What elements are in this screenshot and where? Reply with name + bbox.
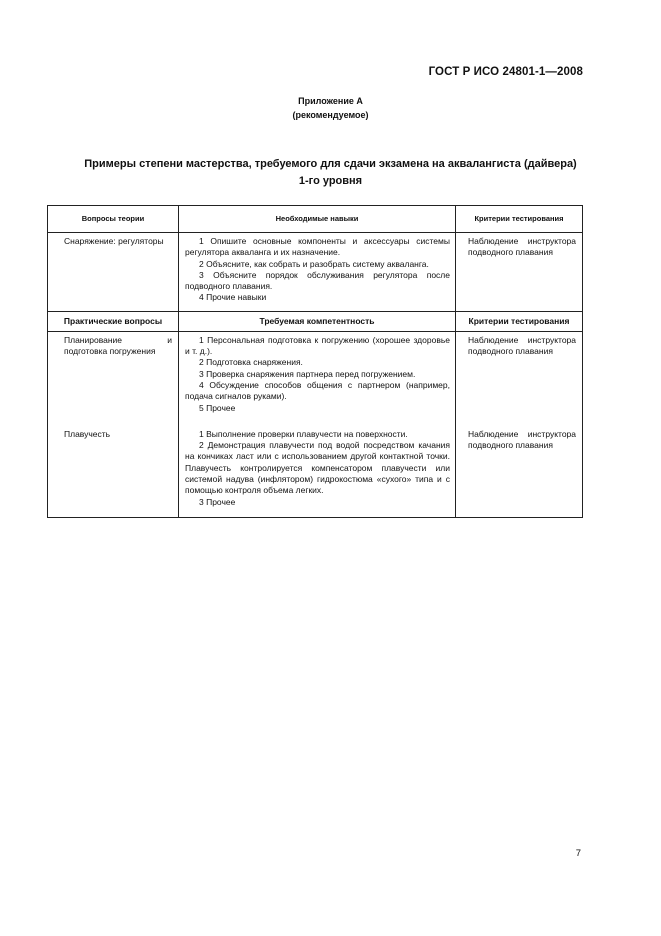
annex-title: Приложение А [298, 96, 363, 106]
topic-text: Плавучесть [64, 428, 111, 439]
header-test-criteria: Критерии тестирования [456, 206, 583, 233]
skill-item: 1 Опишите основные компоненты и аксессуары системы регулятора акваланга и их назначение. [185, 236, 450, 258]
table-row [48, 233, 583, 312]
skill-item: 1 Персональная подготовка к погружению (хорошее здоровье и т. д.). [185, 334, 450, 357]
table-header-practice [48, 311, 583, 331]
page-number: 7 [575, 848, 581, 859]
topic-text: Планирование и подготовка погружения [64, 334, 172, 357]
criteria-text: Наблюдение инструктора подводного плавания [468, 428, 576, 451]
annex-subtitle: (рекомендуемое) [292, 110, 369, 120]
section-heading-line1: Примеры степени мастерства, требуемого для сдачи экзамена на аквалангиста (дайвера) [84, 158, 577, 170]
section-heading-line2: 1-го уровня [298, 175, 363, 187]
topic-cell [48, 331, 179, 426]
skill-item: 5 Прочее [199, 402, 236, 413]
table-row [48, 331, 583, 426]
topic-cell [48, 426, 179, 518]
table-row [48, 426, 583, 518]
skill-item: 1 Выполнение проверки плавучести на поверхности. [199, 428, 408, 439]
skill-item: 3 Объясните порядок обслуживания регулятора после подводного плавания. [185, 269, 450, 292]
skill-item: 4 Прочие навыки [199, 292, 267, 303]
header-required-competence: Требуемая компетентность [179, 311, 456, 331]
header-test-criteria: Критерии тестирования [456, 311, 583, 331]
criteria-text: Наблюдение инструктора подводного плавания [468, 236, 576, 258]
header-practical-questions: Практические вопросы [48, 311, 179, 331]
skill-item: 2 Объясните, как собрать и разобрать систему акваланга. [199, 258, 429, 269]
skill-item: 3 Прочее [199, 496, 236, 507]
criteria-text: Наблюдение инструктора подводного плавания [468, 334, 576, 357]
skill-item: 2 Демонстрация плавучести под водой посредством качания на кончиках ласт или с использованием другой контактной точки. Плавучесть контролируется компенсатором плавучести или системой надува (инфлятором) гидрокостюма «сухого» типа и с помощью контроля объема легких. [185, 440, 450, 496]
criteria-cell [456, 233, 583, 312]
skill-item: 3 Проверка снаряжения партнера перед погружением. [199, 368, 416, 379]
skill-item: 4 Обсуждение способов общения с партнером (например, подача сигналов руками). [185, 379, 450, 402]
skills-cell [179, 426, 456, 518]
standard-code: ГОСТ Р ИСО 24801-1—2008 [428, 66, 583, 78]
skill-item: 2 Подготовка снаряжения. [199, 357, 303, 368]
skills-cell [179, 331, 456, 426]
header-required-skills: Необходимые навыки [179, 206, 456, 233]
criteria-cell [456, 331, 583, 426]
header-theory-questions: Вопросы теории [48, 206, 179, 233]
skills-cell [179, 233, 456, 312]
table-header-theory [48, 206, 583, 233]
topic-text: Снаряжение: регуляторы [64, 236, 164, 246]
topic-cell [48, 233, 179, 312]
criteria-cell [456, 426, 583, 518]
proficiency-table [47, 205, 583, 518]
